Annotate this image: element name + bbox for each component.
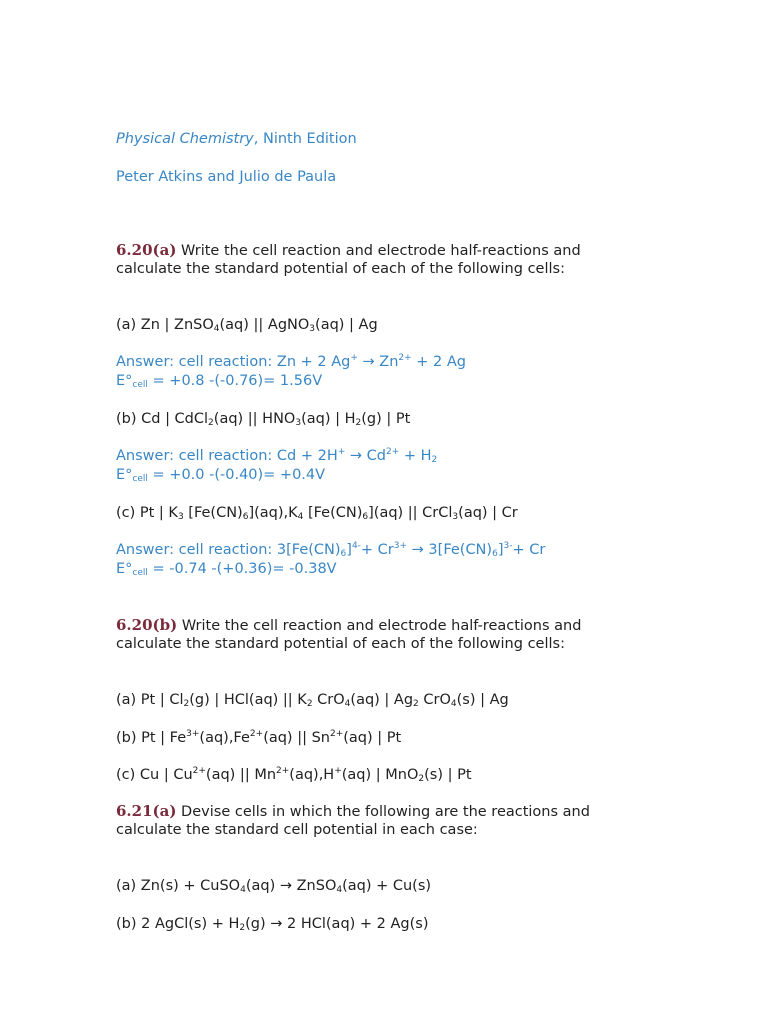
book-title: Physical Chemistry <box>116 131 254 147</box>
q620b-part-a: (a) Pt | $Cl_2(g)$ | HCl(aq) || $K_2$ CrO$_4$(aq) | $Ag_2$ CrO$_4$(s) | Ag <box>116 692 509 709</box>
q621a-part-a: (a) Zn(s) + CuSO$_4$(aq) → ZnSO$_4$(aq) + Cu(s) <box>116 878 432 895</box>
q620a-part-b-answer: Answer: cell reaction: $Cd + 2H^+ \to Cd^{2+} + H_2$ <box>116 447 438 465</box>
q620a-part-c: (c) Pt | $K_3$ $[Fe(CN)_6](aq),K_4$ $[Fe(CN)_6](aq)$ || CrCl$_3$(aq) | Cr <box>116 505 518 522</box>
q621a-heading: 6.21(a) Devise cells in which the following are the reactions and <box>116 802 590 820</box>
q621a-number: 6.21(a) <box>116 802 177 820</box>
q620a-part-b: (b) Cd | CdCl$_2$(aq) || $HNO_3(aq)$ | $H_2(g)$ | Pt <box>116 411 411 428</box>
q620b-part-c: (c) Cu | $Cu^{2+}(aq)$ || $Mn^{2+}(aq),H^+(aq)$ | MnO$_2$(s) | Pt <box>116 766 472 784</box>
book-title-line <box>116 130 357 148</box>
q620b-part-b: (b) Pt | $Fe^{3+}(aq),Fe^{2+}(aq)$ || $Sn^{2+}(aq)$ | Pt <box>116 729 402 746</box>
q620b-number: 6.20(b) <box>116 616 178 634</box>
q620b-heading-cont: calculate the standard potential of each of the following cells: <box>116 636 565 652</box>
q620a-heading-cont: calculate the standard potential of each of the following cells: <box>116 261 565 277</box>
book-edition: , Ninth Edition <box>253 131 357 147</box>
q620a-part-b-potential: $E^\circ_{cell} = +0.0$ -(-0.40)= +0.4V <box>116 467 326 484</box>
q621a-part-b: (b) 2 AgCl(s) + $H_2(g) \to 2$ HCl(aq) + 2 Ag(s) <box>116 916 429 933</box>
q620a-part-a: (a) Zn | ZnSO$_4$(aq) || AgNO$_3$(aq) | Ag <box>116 317 378 334</box>
q620a-part-c-answer: Answer: cell reaction: $3[Fe(CN)_6]^{4-}+ Cr^{3+} \to 3[Fe(CN)_6]^{3-}+ Cr$ <box>116 541 546 559</box>
q620a-part-a-potential: $E^\circ_{cell} = +0.8$ -(-0.76)= 1.56V <box>116 373 323 390</box>
authors-line: Peter Atkins and Julio de Paula <box>116 169 337 185</box>
q620a-heading: 6.20(a) Write the cell reaction and electrode half-reactions and <box>116 241 581 259</box>
q620a-part-a-answer: Answer: cell reaction: Zn + 2 $Ag^+ \to Zn^{2+} + 2$ Ag <box>116 353 466 370</box>
q621a-heading-cont: calculate the standard cell potential in each case: <box>116 822 478 838</box>
q620a-part-c-potential: $E^\circ_{cell} = -0.74$ -(+0.36)= -0.38V <box>116 561 337 578</box>
q620b-heading: 6.20(b) Write the cell reaction and electrode half-reactions and <box>116 616 582 634</box>
q620a-number: 6.20(a) <box>116 241 177 259</box>
